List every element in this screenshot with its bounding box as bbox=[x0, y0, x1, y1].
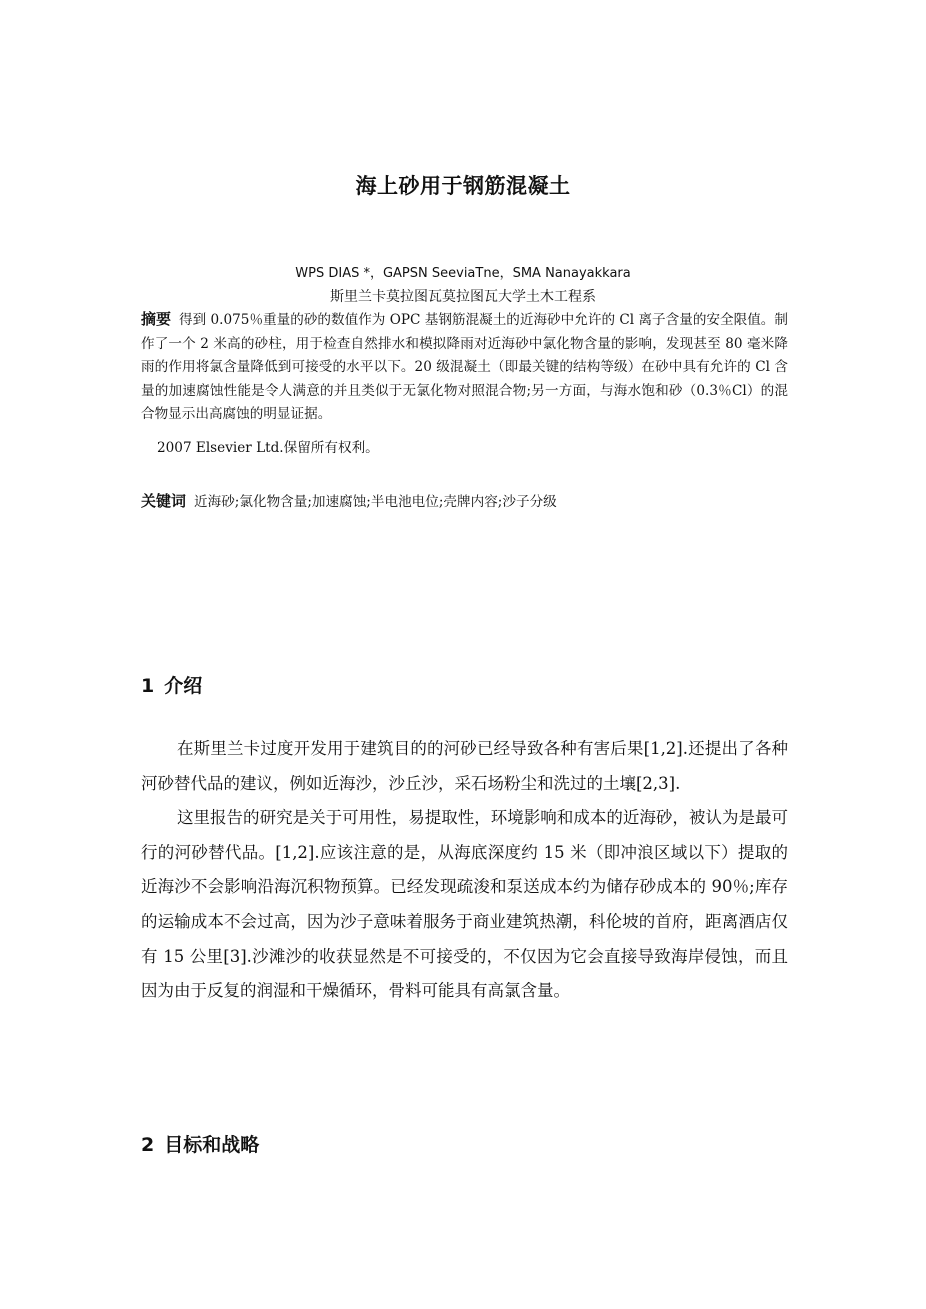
paragraph: 在斯里兰卡过度开发用于建筑目的的河砂已经导致各种有害后果[1,2].还提出了各种河砂替代品的建议，例如近海沙，沙丘沙，采石场粉尘和洗过的土壤[2,3]. bbox=[141, 739, 788, 793]
paper-title: 海上砂用于钢筋混凝土 bbox=[355, 174, 571, 198]
section-title: 介绍 bbox=[164, 675, 203, 697]
abstract-text: 得到 0.075％重量的砂的数值作为 OPC 基钢筋混凝土的近海砂中允许的 Cl 离子含量的安全限值。制作了一个 2 米高的砂柱，用于检查自然排水和模拟降雨对近海砂中氯化物含量的影响，发现甚至 80 毫米降雨的作用将氯含量降低到可接受的水平以下。20 级混凝土（即最关键的结构等级）在砂中具有允许的 Cl 含量的加速腐蚀性能是令人满意的并且类似于无氯化物对照混合物;另一方面，与海水饱和砂（0.3％Cl）的混合物显示出高腐蚀的明显证据。 bbox=[141, 312, 788, 422]
keywords bbox=[141, 490, 557, 511]
author-list: WPS DIAS *，GAPSN SeeviaTne，SMA Nanayakkara bbox=[295, 266, 631, 281]
abstract-label: 摘要 bbox=[141, 310, 172, 328]
section-heading-objectives bbox=[141, 1130, 259, 1157]
introduction-body bbox=[141, 732, 788, 1009]
copyright-notice: 2007 Elsevier Ltd.保留所有权利。 bbox=[157, 440, 379, 456]
abstract bbox=[141, 308, 788, 427]
section-number: 1 bbox=[141, 675, 155, 697]
section-title: 目标和战略 bbox=[164, 1134, 260, 1156]
affiliation: 斯里兰卡莫拉图瓦莫拉图瓦大学土木工程系 bbox=[330, 289, 596, 305]
paragraph: 这里报告的研究是关于可用性，易提取性，环境影响和成本的近海砂，被认为是最可行的河砂替代品。[1,2].应该注意的是，从海底深度约 15 米（即冲浪区域以下）提取的近海沙不会影响沿海沉积物预算。已经发现疏浚和泵送成本约为储存砂成本的 90％;库存的运输成本不会过高，因为沙子意味着服务于商业建筑热潮，科伦坡的首府，距离酒店仅有 15 公里[3].沙滩沙的收获显然是不可接受的，不仅因为它会直接导致海岸侵蚀，而且因为由于反复的润湿和干燥循环，骨料可能具有高氯含量。 bbox=[141, 808, 788, 1001]
keywords-label: 关键词 bbox=[141, 492, 187, 510]
section-heading-introduction bbox=[141, 671, 202, 698]
keywords-text: 近海砂;氯化物含量;加速腐蚀;半电池电位;壳牌内容;沙子分级 bbox=[194, 494, 557, 510]
section-number: 2 bbox=[141, 1134, 155, 1156]
